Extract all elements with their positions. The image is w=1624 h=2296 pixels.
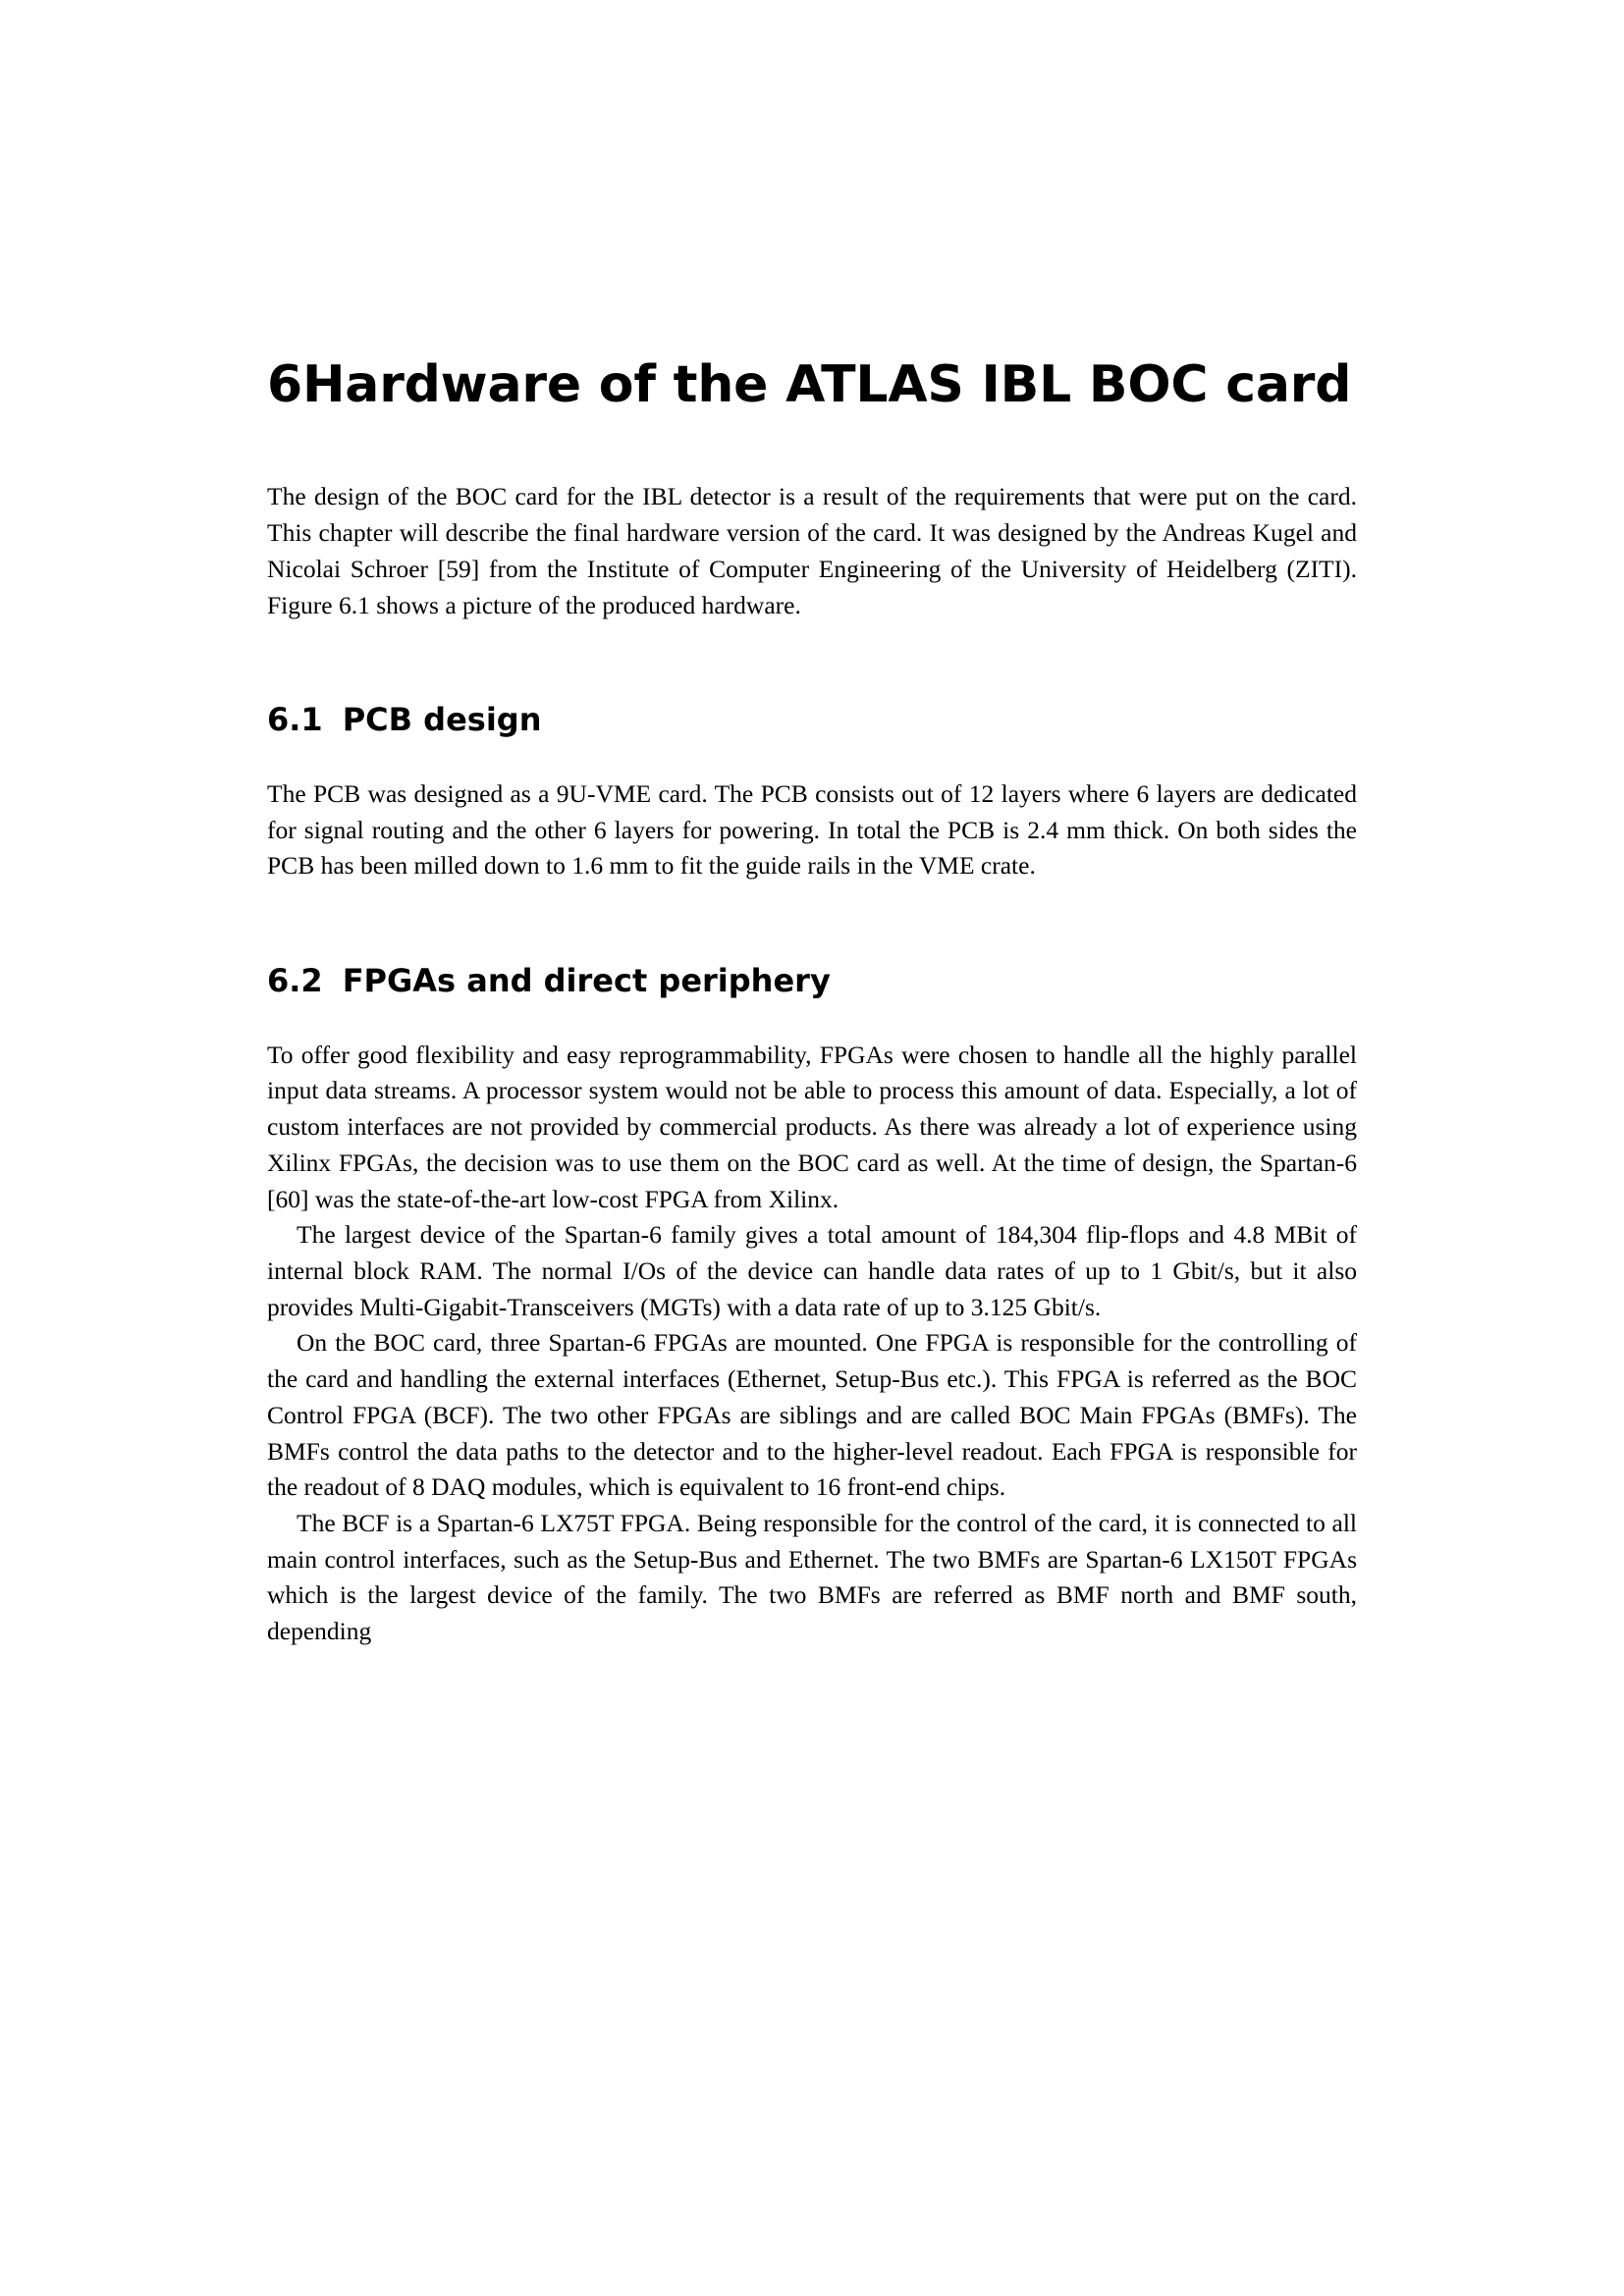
section-heading-6-2 xyxy=(267,961,1357,1002)
spacer xyxy=(267,623,1357,700)
section-number: 6.2 xyxy=(267,962,323,1000)
paragraph: The BCF is a Spartan-6 LX75T FPGA. Being responsible for the control of the card, it is connected to all main control interfaces, such as the Setup-Bus and Ethernet. The two BMFs are Spartan-6 LX150T FPGAs which is the largest device of the family. The two BMFs are referred as BMF north and BMF south, depending xyxy=(267,1509,1357,1646)
chapter-title: Hardware of the ATLAS IBL BOC card xyxy=(301,355,1352,414)
section-heading-6-1 xyxy=(267,700,1357,741)
section-title-text: FPGAs and direct periphery xyxy=(342,962,831,1000)
chapter-heading xyxy=(267,353,1357,416)
paragraph: The largest device of the Spartan-6 family gives a total amount of 184,304 flip-flops and 4.8 MBit of internal block RAM. The normal I/Os of the device can handle data rates of up to 1 Gbit/s, but it also provides Multi-Gigabit-Transceivers (MGTs) with a data rate of up to 3.125 Gbit/s. xyxy=(267,1220,1357,1321)
spacer xyxy=(267,1002,1357,1038)
section-title-text: PCB design xyxy=(342,701,542,739)
paragraph: On the BOC card, three Spartan-6 FPGAs are mounted. One FPGA is responsible for the controlling of the card and handling the external interfaces (Ethernet, Setup-Bus etc.). This FPGA is referred as the BOC Control FPGA (BCF). The two other FPGAs are siblings and are called BOC Main FPGAs (BMFs). The BMFs control the data paths to the detector and to the higher-level readout. Each FPGA is responsible for the readout of 8 DAQ modules, which is equivalent to 16 front-end chips. xyxy=(267,1328,1357,1502)
page-content xyxy=(267,353,1357,1650)
spacer xyxy=(267,741,1357,776)
paragraph: The PCB was designed as a 9U-VME card. The PCB consists out of 12 layers where 6 layers are dedicated for signal routing and the other 6 layers for powering. In total the PCB is 2.4 mm thick. On both sides the PCB has been milled down to 1.6 mm to fit the guide rails in the VME crate. xyxy=(267,778,1357,881)
intro-paragraph: The design of the BOC card for the IBL detector is a result of the requirements that were put on the card. This chapter will describe the final hardware version of the card. It was designed by the Andreas Kugel and Nicolai Schroer [59] from the Institute of Computer Engineering of the University of Heidelberg (ZITI). Figure 6.1 shows a picture of the produced hardware. xyxy=(267,482,1357,619)
spacer xyxy=(267,416,1357,479)
section-number: 6.1 xyxy=(267,701,323,739)
spacer xyxy=(267,884,1357,961)
paragraph: To offer good flexibility and easy reprogrammability, FPGAs were chosen to handle all the highly parallel input data streams. A processor system would not be able to process this amount of data. Especially, a lot of custom interfaces are not provided by commercial products. As there was already a lot of experience using Xilinx FPGAs, the decision was to use them on the BOC card as well. At the time of design, the Spartan-6 [60] was the state-of-the-art low-cost FPGA from Xilinx. xyxy=(267,1040,1357,1213)
chapter-number: 6 xyxy=(267,355,302,414)
